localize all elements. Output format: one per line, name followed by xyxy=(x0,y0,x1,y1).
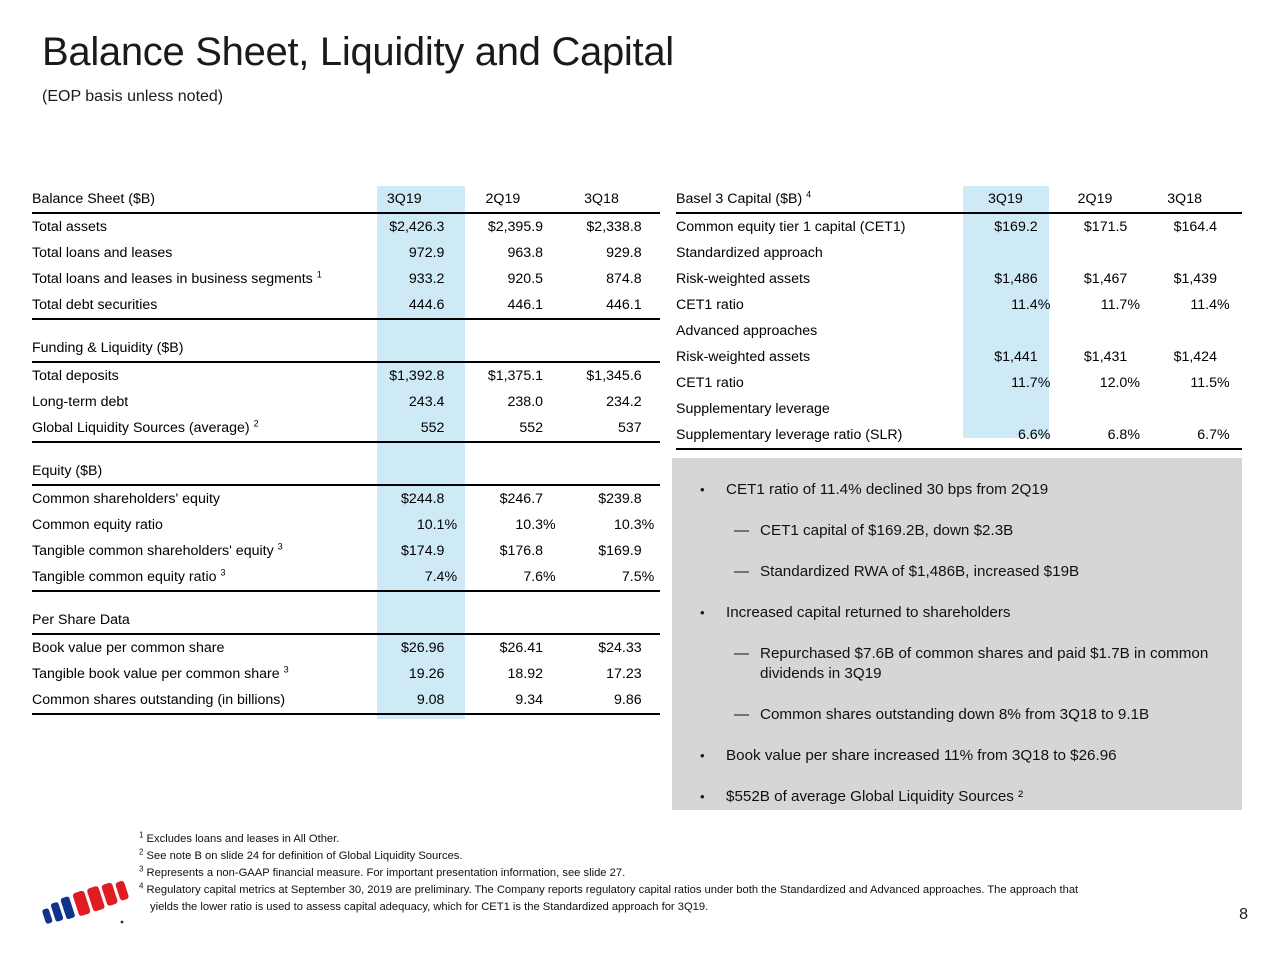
row-percent-symbol xyxy=(1038,396,1063,422)
table-row xyxy=(676,240,1242,266)
row-percent-symbol xyxy=(642,389,660,415)
row-percent-symbol: % xyxy=(1216,297,1230,313)
bullet-dot-icon: • xyxy=(700,748,705,763)
bullet-dash-icon: — xyxy=(734,563,749,580)
table-section-header-row xyxy=(32,458,660,485)
table-row xyxy=(676,370,1242,396)
row-value xyxy=(973,318,1038,344)
table-row xyxy=(32,292,660,319)
table-section-header-row xyxy=(676,186,1242,213)
bullet-dash-icon: — xyxy=(734,706,749,723)
row-percent-symbol xyxy=(642,362,660,389)
row-percent-symbol: % xyxy=(641,517,655,533)
row-percent-symbol: % xyxy=(543,564,561,591)
footnote xyxy=(139,866,1249,882)
row-value: 11.4 xyxy=(1011,297,1038,313)
row-label: Tangible book value per common share $^3$ xyxy=(32,664,289,682)
row-percent-symbol xyxy=(444,485,462,512)
row-percent-symbol xyxy=(1038,344,1063,370)
row-label: Common shareholders' equity xyxy=(32,491,221,507)
footnote-continuation: yields the lower ratio is used to assess capital adequacy, which for CET1 is the Standardized approach for 3Q19. xyxy=(150,901,709,914)
footnote xyxy=(139,849,1249,865)
row-percent-symbol xyxy=(1038,318,1063,344)
row-percent-symbol xyxy=(642,266,660,292)
row-percent-symbol xyxy=(444,634,462,661)
row-label: Common equity tier 1 capital (CET1) xyxy=(676,219,906,235)
row-percent-symbol xyxy=(642,415,660,442)
section-header-label: Equity ($B) xyxy=(32,458,364,485)
row-percent-symbol xyxy=(444,292,462,319)
callout-bullet xyxy=(686,644,1228,684)
row-value: $244.8 xyxy=(401,491,445,507)
bullet-dash-icon: — xyxy=(734,645,749,662)
row-value xyxy=(973,240,1038,266)
callout-bullet-text: $552B of average Global Liquidity Sources ² xyxy=(726,788,1024,805)
row-value: 446.1 xyxy=(463,292,543,319)
row-percent-symbol xyxy=(642,661,660,687)
row-value: 874.8 xyxy=(606,271,642,287)
table-spacer-row xyxy=(32,442,660,458)
section-header-label: Basel 3 Capital ($B) $^4$ xyxy=(676,186,973,213)
row-value: 972.9 xyxy=(408,245,445,261)
row-value: $176.8 xyxy=(499,543,544,559)
row-value: 17.23 xyxy=(606,666,642,682)
row-value: $1,424 xyxy=(1173,349,1217,365)
column-header-2Q19: 2Q19 xyxy=(1063,186,1128,213)
row-percent-symbol xyxy=(444,687,462,714)
row-value: 7.5 xyxy=(561,564,641,591)
row-value: 552 xyxy=(463,415,543,442)
column-header-2Q19: 2Q19 xyxy=(463,186,543,213)
footnote-ref: 3 xyxy=(220,567,226,578)
row-percent-symbol xyxy=(642,687,660,714)
footnote-text: Regulatory capital metrics at September 30, 2019 are preliminary. The Company reports regulatory capital ratios under both the Standardized and Advanced approaches. The approach that xyxy=(143,884,1079,897)
row-value: 933.2 xyxy=(408,271,445,287)
row-value: $1,431 xyxy=(1083,349,1128,365)
row-percent-symbol xyxy=(543,485,561,512)
row-percent-symbol: % xyxy=(1038,422,1063,449)
row-value: 929.8 xyxy=(606,245,642,261)
row-percent-symbol: % xyxy=(1037,297,1051,313)
row-percent-symbol xyxy=(444,389,462,415)
footnote-number: 3 xyxy=(139,864,144,874)
row-percent-symbol xyxy=(543,687,561,714)
row-value: 11.7 xyxy=(1100,297,1128,313)
row-value: $1,486 xyxy=(994,271,1038,287)
footnote xyxy=(139,883,1249,899)
table-row xyxy=(32,389,660,415)
row-value: $164.4 xyxy=(1173,219,1217,235)
footnote-text: See note B on slide 24 for definition of Global Liquidity Sources. xyxy=(143,850,463,863)
bullet-dash-icon: — xyxy=(734,522,749,539)
row-value: 552 xyxy=(364,415,444,442)
section-header-label: Funding & Liquidity ($B) xyxy=(32,335,364,362)
table-row xyxy=(32,266,660,292)
row-label: Total assets xyxy=(32,219,107,235)
footnote-ref: 2 xyxy=(253,418,259,429)
row-value: 537 xyxy=(561,415,641,442)
footnote-text: Represents a non-GAAP financial measure. For important presentation information, see slide 27. xyxy=(143,867,626,880)
footnote-ref: 3 xyxy=(283,664,289,675)
table-section-header-row xyxy=(32,186,660,213)
callout-bullet xyxy=(686,705,1228,725)
table-row xyxy=(32,362,660,389)
callout-bullet xyxy=(686,562,1228,582)
row-value: 6.8 xyxy=(1063,422,1128,449)
row-value: 11.4 xyxy=(1190,297,1217,313)
footnote-text: Excludes loans and leases in All Other. xyxy=(143,833,340,845)
row-value: $1,439 xyxy=(1173,271,1217,287)
page-subtitle: (EOP basis unless noted) xyxy=(42,88,224,105)
row-percent-symbol xyxy=(543,213,561,240)
page-title: Balance Sheet, Liquidity and Capital xyxy=(42,30,674,74)
bullet-dot-icon: • xyxy=(700,482,705,497)
row-value: $1,375.1 xyxy=(487,368,544,384)
row-value: $26.41 xyxy=(499,640,544,656)
row-percent-symbol xyxy=(444,661,462,687)
row-value: 446.1 xyxy=(561,292,641,319)
footnote-ref: 4 xyxy=(806,189,812,200)
row-percent-symbol xyxy=(543,415,561,442)
row-percent-symbol: % xyxy=(1217,422,1242,449)
row-label: Risk-weighted assets xyxy=(676,349,811,365)
row-percent-symbol: % xyxy=(642,564,660,591)
row-percent-symbol xyxy=(1127,240,1152,266)
row-label: Total debt securities xyxy=(32,292,364,319)
row-value: 234.2 xyxy=(606,394,642,410)
table-row xyxy=(676,292,1242,318)
table-row xyxy=(32,512,660,538)
table-row xyxy=(32,538,660,564)
row-value: 19.26 xyxy=(408,666,445,682)
basel3-capital-table xyxy=(676,186,1242,450)
section-header-label: Balance Sheet ($B) xyxy=(32,186,364,213)
row-value: 18.92 xyxy=(507,666,544,682)
row-percent-symbol: % xyxy=(1127,297,1140,313)
row-label: Book value per common share xyxy=(32,640,225,656)
row-percent-symbol xyxy=(1127,396,1152,422)
row-percent-symbol xyxy=(1038,240,1063,266)
row-value: $1,345.6 xyxy=(586,368,642,384)
callout-bullet-text: Increased capital returned to shareholders xyxy=(726,604,1011,621)
row-percent-symbol xyxy=(444,415,462,442)
callout-bullet xyxy=(686,480,1228,500)
row-label: CET1 ratio xyxy=(676,297,744,313)
row-percent-symbol xyxy=(543,389,561,415)
footnote xyxy=(139,832,1249,848)
row-label: Standardized approach xyxy=(676,245,823,261)
row-percent-symbol xyxy=(1217,213,1242,240)
table-row xyxy=(676,318,1242,344)
row-value: $1,392.8 xyxy=(389,368,445,384)
callout-bullet-text: CET1 capital of $169.2B, down $2.3B xyxy=(760,522,1014,539)
footnotes xyxy=(139,832,1249,917)
row-percent-symbol xyxy=(543,538,561,564)
row-value: $1,441 xyxy=(994,349,1038,365)
table-row xyxy=(32,687,660,714)
row-label: Tangible common shareholders' equity $^3$ xyxy=(32,541,283,559)
row-value: $2,395.9 xyxy=(487,219,544,235)
row-percent-symbol xyxy=(543,362,561,389)
row-value: $169.9 xyxy=(598,543,642,559)
row-label: Total loans and leases in business segments $^1$ xyxy=(32,269,322,287)
row-value: $246.7 xyxy=(499,491,544,507)
row-percent-symbol xyxy=(1127,318,1152,344)
row-value: 11.5 xyxy=(1190,375,1217,391)
row-value: 6.7 xyxy=(1152,422,1217,449)
column-header-3Q18: 3Q18 xyxy=(1152,186,1217,213)
row-value: $24.33 xyxy=(598,640,642,656)
row-value: $2,338.8 xyxy=(586,219,642,235)
row-percent-symbol xyxy=(543,661,561,687)
row-value: 9.08 xyxy=(364,687,444,714)
table-row xyxy=(32,213,660,240)
row-value: 11.7 xyxy=(1011,375,1038,391)
row-label: Global Liquidity Sources (average) $^2$ xyxy=(32,415,364,442)
row-percent-symbol: % xyxy=(444,517,458,533)
callout-bullet xyxy=(686,746,1228,766)
callout-bullet xyxy=(686,521,1228,541)
row-label: Total loans and leases xyxy=(32,245,173,261)
row-value: 7.6 xyxy=(463,564,543,591)
callout-bullet-text: Common shares outstanding down 8% from 3Q18 to 9.1B xyxy=(760,706,1150,723)
table-row xyxy=(32,634,660,661)
table-row xyxy=(676,213,1242,240)
row-value: 243.4 xyxy=(408,394,445,410)
row-value: 12.0 xyxy=(1099,375,1128,391)
row-percent-symbol xyxy=(1038,213,1063,240)
row-percent-symbol xyxy=(1217,344,1242,370)
row-percent-symbol xyxy=(444,538,462,564)
row-value: 920.5 xyxy=(507,271,544,287)
table-row xyxy=(32,240,660,266)
table-row xyxy=(676,266,1242,292)
footnote-number: 2 xyxy=(139,847,144,857)
row-percent-symbol xyxy=(1127,213,1152,240)
row-value: 10.3 xyxy=(515,517,544,533)
table-row xyxy=(676,396,1242,422)
column-header-3Q19: 3Q19 xyxy=(364,186,444,213)
row-percent-symbol xyxy=(444,362,462,389)
row-value: 9.34 xyxy=(463,687,543,714)
balance-sheet-table xyxy=(32,186,660,715)
row-percent-symbol xyxy=(1127,266,1152,292)
row-label: Total deposits xyxy=(32,368,119,384)
row-percent-symbol xyxy=(1217,240,1242,266)
row-value: 444.6 xyxy=(364,292,444,319)
row-label: Long-term debt xyxy=(32,394,129,410)
row-percent-symbol: % xyxy=(1037,375,1051,391)
page-number: 8 xyxy=(1239,906,1248,923)
row-percent-symbol: % xyxy=(543,517,556,533)
row-value: 9.86 xyxy=(561,687,641,714)
row-percent-symbol xyxy=(1217,396,1242,422)
row-percent-symbol: % xyxy=(1127,375,1140,391)
row-label: Tangible common equity ratio $^3$ xyxy=(32,564,364,591)
row-value xyxy=(1152,318,1217,344)
row-percent-symbol xyxy=(1217,266,1242,292)
table-section-header-row xyxy=(32,607,660,634)
row-percent-symbol xyxy=(642,240,660,266)
row-value: $2,426.3 xyxy=(389,219,445,235)
row-label: CET1 ratio xyxy=(676,375,744,391)
row-percent-symbol xyxy=(543,266,561,292)
row-value: 238.0 xyxy=(507,394,544,410)
section-header-label: Per Share Data xyxy=(32,607,364,634)
table-section-header-row xyxy=(32,335,660,362)
table-row xyxy=(32,661,660,687)
row-value: $1,467 xyxy=(1083,271,1128,287)
callout-bullet-list xyxy=(672,458,1242,810)
row-label: Common equity ratio xyxy=(32,517,163,533)
column-header-3Q18: 3Q18 xyxy=(561,186,641,213)
row-value: 10.1 xyxy=(416,517,445,533)
row-percent-symbol xyxy=(1038,266,1063,292)
callout-bullet xyxy=(686,787,1228,807)
row-percent-symbol: % xyxy=(1216,375,1230,391)
callout-bullet-text: Repurchased $7.6B of common shares and paid $1.7B in common dividends in 3Q19 xyxy=(760,645,1209,682)
row-percent-symbol xyxy=(642,485,660,512)
row-value: 10.3 xyxy=(614,517,642,533)
table-spacer-row xyxy=(32,591,660,607)
row-label: Risk-weighted assets xyxy=(676,271,811,287)
row-value: $26.96 xyxy=(401,640,445,656)
row-value xyxy=(1152,240,1217,266)
table-row xyxy=(32,415,660,442)
row-value xyxy=(973,396,1038,422)
bullet-dot-icon: • xyxy=(700,789,705,804)
row-percent-symbol xyxy=(444,240,462,266)
row-percent-symbol xyxy=(642,538,660,564)
bank-of-america-logo xyxy=(38,880,134,928)
row-value: $171.5 xyxy=(1083,219,1128,235)
row-value xyxy=(1063,396,1128,422)
table-row xyxy=(32,485,660,512)
row-value xyxy=(1063,240,1128,266)
footnote-number: 1 xyxy=(139,830,144,840)
row-percent-symbol xyxy=(543,634,561,661)
footnote-number: 4 xyxy=(139,881,144,891)
callout-bullet-text: CET1 ratio of 11.4% declined 30 bps from 2Q19 xyxy=(726,481,1049,498)
row-value: $239.8 xyxy=(598,491,642,507)
bullet-dot-icon: • xyxy=(700,605,705,620)
table-row xyxy=(32,564,660,591)
row-percent-symbol: % xyxy=(444,564,462,591)
row-percent-symbol xyxy=(444,213,462,240)
row-label: Supplementary leverage ratio (SLR) xyxy=(676,422,973,449)
row-value: 963.8 xyxy=(507,245,544,261)
row-value: $169.2 xyxy=(994,219,1038,235)
table-row xyxy=(676,344,1242,370)
row-label: Supplementary leverage xyxy=(676,401,830,417)
row-percent-symbol xyxy=(543,292,561,319)
row-percent-symbol xyxy=(1217,318,1242,344)
row-percent-symbol xyxy=(444,266,462,292)
row-value: 6.6 xyxy=(973,422,1038,449)
row-value: $174.9 xyxy=(401,543,445,559)
row-label: Advanced approaches xyxy=(676,323,818,339)
footnote-ref: 3 xyxy=(277,541,283,552)
table-row xyxy=(676,422,1242,449)
column-header-3Q19: 3Q19 xyxy=(973,186,1038,213)
footnote-ref: 1 xyxy=(316,269,322,280)
row-percent-symbol xyxy=(642,292,660,319)
table-spacer-row xyxy=(32,319,660,335)
row-value xyxy=(1152,396,1217,422)
row-percent-symbol xyxy=(1127,344,1152,370)
callout-bullet xyxy=(686,603,1228,623)
row-value xyxy=(1063,318,1128,344)
row-percent-symbol: % xyxy=(1127,422,1152,449)
row-value: 7.4 xyxy=(364,564,444,591)
row-percent-symbol xyxy=(642,634,660,661)
row-percent-symbol xyxy=(642,213,660,240)
row-percent-symbol xyxy=(543,240,561,266)
callout-bullet-text: Book value per share increased 11% from 3Q18 to $26.96 xyxy=(726,747,1117,764)
row-label: Common shares outstanding (in billions) xyxy=(32,687,364,714)
callout-bullet-text: Standardized RWA of $1,486B, increased $19B xyxy=(760,563,1080,580)
